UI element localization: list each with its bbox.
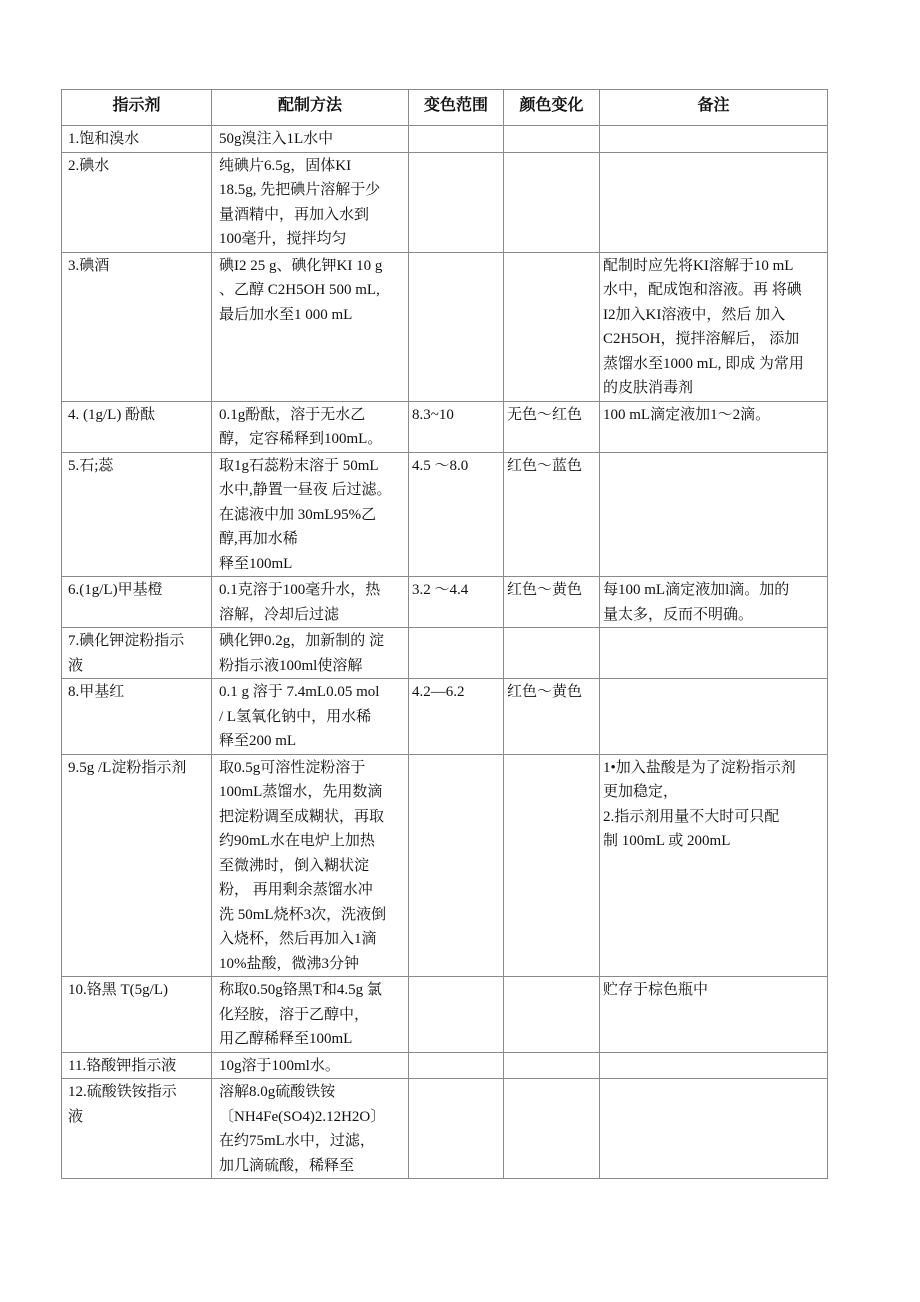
color-change-cell — [504, 628, 600, 679]
preparation-method-cell: 取1g石蕊粉末溶于 50mL 水中,静置一昼夜 后过滤。 在滤液中加 30mL95%乙 醇,再加水稀 释至100mL — [212, 452, 409, 577]
preparation-method-cell: 10g溶于100ml水。 — [212, 1052, 409, 1079]
notes-cell — [600, 152, 828, 252]
color-change-cell — [504, 252, 600, 401]
preparation-method-cell: 碘化钾0.2g，加新制的 淀 粉指示液100ml使溶解 — [212, 628, 409, 679]
header-range: 变色范围 — [409, 90, 504, 126]
notes-cell — [600, 679, 828, 755]
color-change-cell: 红色～黄色 — [504, 577, 600, 628]
indicator-name-cell: 10.铬黑 T(5g/L) — [62, 977, 212, 1053]
color-change-cell — [504, 1052, 600, 1079]
table-row — [62, 628, 828, 679]
indicator-name-cell: 12.硫酸铁铵指示 液 — [62, 1079, 212, 1179]
table-row — [62, 1052, 828, 1079]
preparation-method-cell: 取0.5g可溶性淀粉溶于 100mL蒸馏水，先用数滴 把淀粉调至成糊状，再取 约90mL水在电炉上加热 至微沸时，倒入糊状淀 粉， 再用剩余蒸馏水冲 洗 50mL烧杯3次，洗液倒 入烧杯，然后再加入1滴 10%盐酸，微沸3分钟 — [212, 754, 409, 977]
indicator-name-cell: 1.饱和溴水 — [62, 126, 212, 153]
preparation-method-cell: 溶解8.0g硫酸铁铵 〔NH4Fe(SO4)2.12H2O〕 在约75mL水中，过滤， 加几滴硫酸，稀释至 — [212, 1079, 409, 1179]
preparation-method-cell: 0.1g酚酞，溶于无水乙 醇，定容稀释到100mL。 — [212, 401, 409, 452]
color-change-cell: 红色～黄色 — [504, 679, 600, 755]
color-range-cell — [409, 152, 504, 252]
notes-cell: 贮存于棕色瓶中 — [600, 977, 828, 1053]
table-row — [62, 754, 828, 977]
color-change-cell — [504, 977, 600, 1053]
indicator-name-cell: 2.碘水 — [62, 152, 212, 252]
table-row — [62, 679, 828, 755]
color-range-cell: 4.2—6.2 — [409, 679, 504, 755]
color-range-cell — [409, 1079, 504, 1179]
indicator-name-cell: 3.碘酒 — [62, 252, 212, 401]
notes-cell: 每100 mL滴定液加l滴。加的 量太多，反而不明确。 — [600, 577, 828, 628]
preparation-method-cell: 称取0.50g铬黑T和4.5g 氯 化羟胺，溶于乙醇中， 用乙醇稀释至100mL — [212, 977, 409, 1053]
table-row — [62, 452, 828, 577]
indicator-name-cell: 7.碘化钾淀粉指示 液 — [62, 628, 212, 679]
preparation-method-cell: 50g溴注入1L水中 — [212, 126, 409, 153]
color-change-cell — [504, 754, 600, 977]
table-row — [62, 126, 828, 153]
header-color-change: 颜色变化 — [504, 90, 600, 126]
table-row — [62, 977, 828, 1053]
color-range-cell: 3.2 ～4.4 — [409, 577, 504, 628]
preparation-method-cell: 0.1克溶于100毫升水，热 溶解，冷却后过滤 — [212, 577, 409, 628]
color-range-cell — [409, 977, 504, 1053]
preparation-method-cell: 纯碘片6.5g，固体KI 18.5g, 先把碘片溶解于少 量酒精中，再加入水到 100毫升，搅拌均匀 — [212, 152, 409, 252]
indicator-name-cell: 5.石;蕊 — [62, 452, 212, 577]
color-change-cell — [504, 152, 600, 252]
table-row — [62, 252, 828, 401]
color-range-cell — [409, 628, 504, 679]
notes-cell — [600, 1052, 828, 1079]
color-range-cell — [409, 754, 504, 977]
table-row — [62, 1079, 828, 1179]
table-row — [62, 401, 828, 452]
preparation-method-cell: 碘I2 25 g、碘化钾KI 10 g 、乙醇 C2H5OH 500 mL, 最后加水至1 000 mL — [212, 252, 409, 401]
color-change-cell — [504, 1079, 600, 1179]
indicator-name-cell: 8.甲基红 — [62, 679, 212, 755]
table-row — [62, 577, 828, 628]
indicator-name-cell: 9.5g /L淀粉指示剂 — [62, 754, 212, 977]
header-notes: 备注 — [600, 90, 828, 126]
color-change-cell: 红色～蓝色 — [504, 452, 600, 577]
header-indicator: 指示剂 — [62, 90, 212, 126]
indicator-name-cell: 4. (1g/L) 酚酞 — [62, 401, 212, 452]
color-range-cell — [409, 1052, 504, 1079]
table-row — [62, 152, 828, 252]
color-change-cell: 无色～红色 — [504, 401, 600, 452]
notes-cell — [600, 452, 828, 577]
notes-cell — [600, 126, 828, 153]
color-range-cell: 4.5 ～8.0 — [409, 452, 504, 577]
notes-cell: 100 mL滴定液加1～2滴。 — [600, 401, 828, 452]
color-range-cell — [409, 126, 504, 153]
indicator-table — [61, 89, 828, 1179]
preparation-method-cell: 0.1 g 溶于 7.4mL0.05 mol / L氢氧化钠中，用水稀 释至200 mL — [212, 679, 409, 755]
color-range-cell: 8.3~10 — [409, 401, 504, 452]
notes-cell: 1•加入盐酸是为了淀粉指示剂 更加稳定， 2.指示剂用量不大时可只配 制 100mL 或 200mL — [600, 754, 828, 977]
header-preparation: 配制方法 — [212, 90, 409, 126]
indicator-name-cell: 6.(1g/L)甲基橙 — [62, 577, 212, 628]
header-row — [62, 90, 828, 126]
notes-cell: 配制时应先将KI溶解于10 mL 水中，配成饱和溶液。再 将碘 I2加入KI溶液中，然后 加入 C2H5OH，搅拌溶解后， 添加 蒸馏水至1000 mL, 即成 为常用 的皮肤消毒剂 — [600, 252, 828, 401]
notes-cell — [600, 628, 828, 679]
notes-cell — [600, 1079, 828, 1179]
color-range-cell — [409, 252, 504, 401]
color-change-cell — [504, 126, 600, 153]
indicator-name-cell: 11.铬酸钾指示液 — [62, 1052, 212, 1079]
